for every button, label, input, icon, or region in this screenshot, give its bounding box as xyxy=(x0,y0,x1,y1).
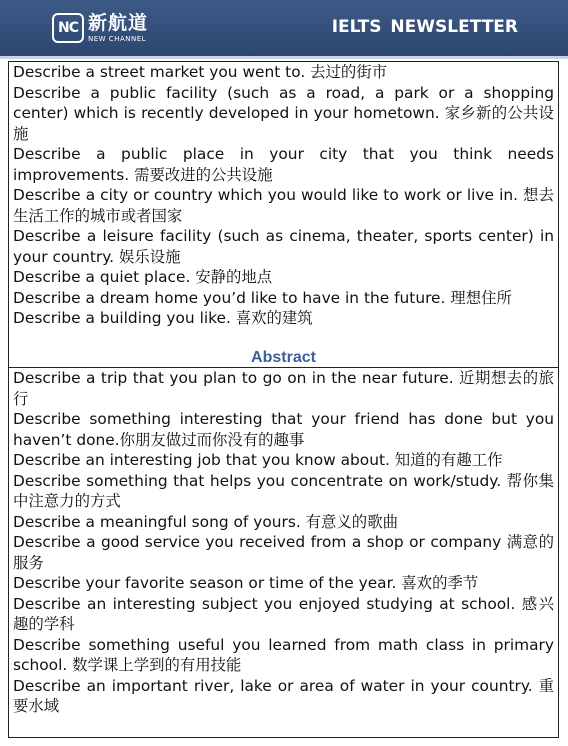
logo-mark-icon: NC xyxy=(52,13,84,43)
topic-item: Describe a leisure facility (such as cinema, theater, sports center) in your country. 娱乐设施 xyxy=(13,227,554,266)
topic-item: Describe something useful you learned from math class in primary school. 数学课上学到的有用技能 xyxy=(13,635,554,674)
topic-item: Describe your favorite season or time of the year. 喜欢的季节 xyxy=(13,574,479,592)
topic-list-places xyxy=(8,61,559,348)
topic-item: Describe a good service you received from a shop or company 满意的服务 xyxy=(13,533,554,572)
header-divider xyxy=(0,56,568,59)
topic-item: Describe a meaningful song of yours. 有意义的歌曲 xyxy=(13,512,398,531)
topic-item: Describe a public place in your city that you think needs improvements. 需要改进的公共设施 xyxy=(13,145,554,184)
topic-item: Describe a city or country which you would like to work or live in. 想去生活工作的城市或者国家 xyxy=(13,186,554,225)
topic-item: Describe something that helps you concentrate on work/study. 帮你集中注意力的方式 xyxy=(13,471,554,510)
topic-item: Describe something interesting that your friend has done but you haven’t done.你朋友做过而你没有的趣事 xyxy=(13,410,554,449)
newsletter-title: IELTS NEWSLETTER xyxy=(331,17,518,37)
topic-item: Describe an important river, lake or area of water in your country. 重要水域 xyxy=(13,676,554,715)
topic-item: Describe a quiet place. 安静的地点 xyxy=(13,268,273,286)
topic-item: Describe a public facility (such as a road, a park or a shopping center) which is recently developed in your hometown. 家乡新的公共设施 xyxy=(13,83,554,143)
brand-logo xyxy=(52,10,148,46)
section-title-abstract: Abstract xyxy=(251,349,316,366)
topic-item: Describe a building you like. 喜欢的建筑 xyxy=(13,309,313,327)
topic-item: Describe an interesting subject you enjoyed studying at school. 感兴趣的学科 xyxy=(13,594,554,633)
logo-english-name: NEW CHANNEL xyxy=(88,34,147,43)
topic-item: Describe a street market you went to. 去过的街市 xyxy=(13,63,388,81)
logo-text xyxy=(88,11,149,43)
topic-item: Describe a dream home you’d like to have in the future. 理想住所 xyxy=(13,288,512,307)
section-header-abstract xyxy=(8,347,559,368)
topic-list-abstract xyxy=(8,367,559,738)
topic-item: Describe an interesting job that you know about. 知道的有趣工作 xyxy=(13,451,503,469)
logo-chinese-name: 新航道 xyxy=(88,11,149,34)
topic-item: Describe a trip that you plan to go on in the near future. 近期想去的旅行 xyxy=(13,369,554,408)
newsletter-header xyxy=(0,0,568,56)
